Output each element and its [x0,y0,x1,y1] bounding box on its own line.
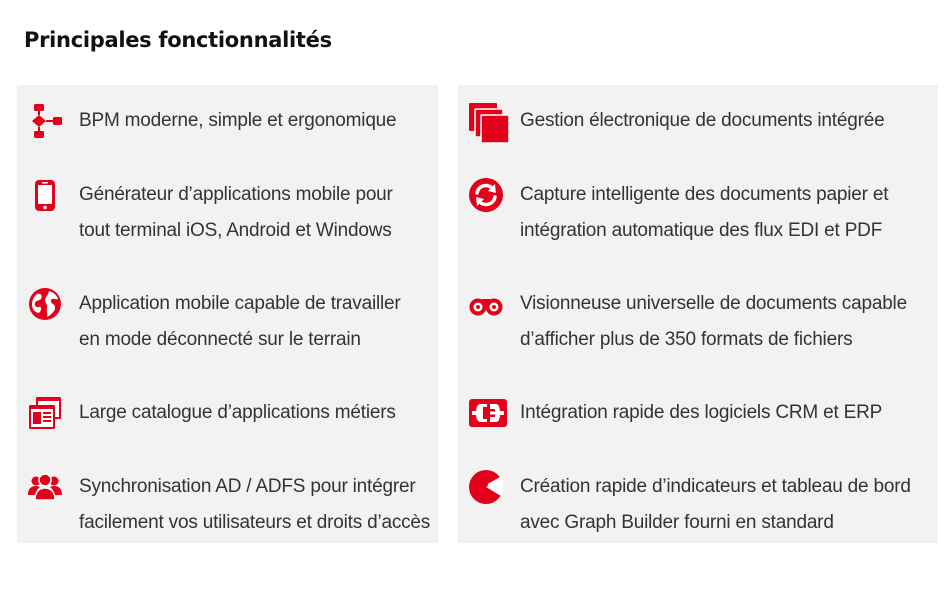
features-panel-left [17,85,438,543]
feature-text: Large catalogue d’applications métiers [79,402,396,423]
binoculars-icon [468,286,504,322]
pie-chart-icon [468,469,504,505]
stacked-documents-icon [468,102,510,144]
plug-connector-icon [468,395,508,431]
feature-text: Gestion électronique de documents intégrée [520,110,885,131]
globe-icon [27,286,63,322]
page-title: Principales fonctionnalités [24,28,332,52]
users-icon [27,469,63,505]
feature-text: Création rapide d’indicateurs et tableau de bord avec Graph Builder fourni en standard [520,476,911,533]
app-windows-icon [27,395,63,431]
features-panel-right [458,85,938,543]
feature-text: BPM moderne, simple et ergonomique [79,110,397,131]
feature-text: Visionneuse universelle de documents capable d’afficher plus de 350 formats de fichiers [520,293,907,350]
feature-text: Générateur d’applications mobile pour tout terminal iOS, Android et Windows [79,184,393,241]
feature-text: Intégration rapide des logiciels CRM et ERP [520,402,883,423]
feature-text: Application mobile capable de travailler en mode déconnecté sur le terrain [79,293,401,350]
feature-text: Synchronisation AD / ADFS pour intégrer facilement vos utilisateurs et droits d’accès [79,476,431,533]
smartphone-icon [27,177,63,213]
feature-text: Capture intelligente des documents papier et intégration automatique des flux EDI et PDF [520,184,889,241]
sync-circle-icon [468,177,504,213]
flowchart-icon [27,103,63,139]
